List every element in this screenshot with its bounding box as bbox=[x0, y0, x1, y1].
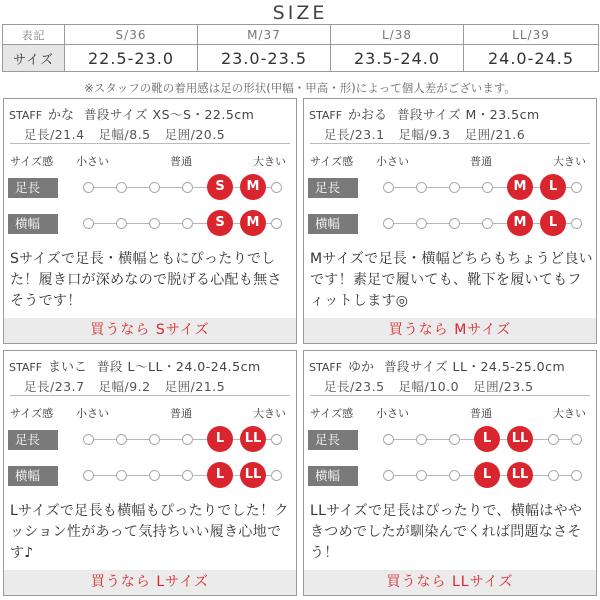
fit-scale-dot bbox=[149, 470, 160, 481]
fit-size-marker: LL bbox=[240, 462, 266, 488]
fit-size-marker: L bbox=[474, 462, 500, 488]
page-title: SIZE bbox=[272, 2, 328, 24]
fit-size-marker: M bbox=[240, 174, 266, 200]
scale-big-label: 大きい bbox=[553, 407, 586, 420]
size-value: 23.5-24.0 bbox=[331, 45, 464, 72]
foot-measurements bbox=[24, 377, 291, 395]
staff-label: STAFF bbox=[9, 361, 43, 374]
foot-length: 足長/23.5 bbox=[324, 379, 385, 394]
fit-scale-dot bbox=[482, 218, 493, 229]
staff-header bbox=[309, 104, 591, 123]
fit-scale-dot bbox=[548, 470, 559, 481]
staff-review-card bbox=[303, 350, 597, 596]
size-label-row bbox=[3, 25, 599, 45]
buy-recommendation: 買うなら LLサイズ bbox=[304, 570, 596, 595]
width-fit-tag: 横幅 bbox=[8, 466, 58, 486]
fit-scale-header bbox=[10, 403, 290, 419]
size-label: S/36 bbox=[65, 25, 198, 45]
fit-scale-dot bbox=[416, 182, 427, 193]
usual-size: 普段 L〜LL・24.0-24.5cm bbox=[97, 359, 261, 374]
fit-size-marker: L bbox=[540, 210, 566, 236]
staff-name: かな bbox=[48, 108, 75, 123]
fit-scale-dot bbox=[548, 434, 559, 445]
staff-label: STAFF bbox=[9, 109, 43, 122]
fit-scale-dot bbox=[271, 182, 282, 193]
size-label: LL/39 bbox=[464, 25, 599, 45]
staff-review-card bbox=[3, 350, 297, 596]
usual-size: 普段サイズ XS〜S・22.5cm bbox=[84, 107, 255, 122]
fit-size-marker: M bbox=[507, 210, 533, 236]
size-value: 23.0-23.5 bbox=[198, 45, 331, 72]
staff-review-card bbox=[303, 98, 597, 344]
fit-scale-dot bbox=[383, 218, 394, 229]
fit-size-marker: L bbox=[474, 426, 500, 452]
fit-size-marker: M bbox=[507, 174, 533, 200]
foot-measurements bbox=[324, 377, 591, 395]
staff-comment: LLサイズで足長はぴったりで、横幅はややきつめでしたが馴染んでくれば問題なさそう！ bbox=[310, 503, 583, 561]
length-fit-row bbox=[308, 175, 592, 201]
fit-size-marker: LL bbox=[507, 462, 533, 488]
width-fit-row bbox=[308, 211, 592, 237]
usual-size: 普段サイズ LL・24.5-25.0cm bbox=[384, 359, 566, 374]
scale-standard-label: 普通 bbox=[470, 407, 492, 420]
fit-scale-dot bbox=[116, 182, 127, 193]
fit-scale-dot bbox=[182, 218, 193, 229]
fit-scale-dot bbox=[271, 434, 282, 445]
fit-size-marker: LL bbox=[507, 426, 533, 452]
fit-scale-dot bbox=[383, 182, 394, 193]
divider bbox=[310, 143, 590, 144]
size-value-row bbox=[3, 45, 599, 72]
fit-scale-dot bbox=[149, 182, 160, 193]
fit-scale-dot bbox=[182, 182, 193, 193]
size-label: L/38 bbox=[331, 25, 464, 45]
foot-girth: 足囲/20.5 bbox=[164, 127, 226, 142]
fit-scale-label: サイズ感 bbox=[10, 155, 54, 168]
staff-header bbox=[9, 356, 291, 375]
foot-width: 足幅/8.5 bbox=[98, 127, 151, 142]
staff-name: まいこ bbox=[48, 360, 88, 375]
foot-length: 足長/23.1 bbox=[324, 127, 385, 142]
buy-recommendation: 買うなら Mサイズ bbox=[304, 318, 596, 343]
fit-size-marker: S bbox=[207, 210, 233, 236]
staff-header bbox=[309, 356, 591, 375]
scale-big-label: 大きい bbox=[253, 155, 286, 168]
width-fit-tag: 横幅 bbox=[8, 214, 58, 234]
fit-scale-dot bbox=[449, 182, 460, 193]
width-fit-row bbox=[8, 211, 292, 237]
scale-standard-label: 普通 bbox=[470, 155, 492, 168]
scale-small-label: 小さい bbox=[376, 155, 409, 168]
fit-scale-dot bbox=[116, 434, 127, 445]
fit-size-marker: L bbox=[540, 174, 566, 200]
staff-label: STAFF bbox=[309, 361, 343, 374]
fit-scale-label: サイズ感 bbox=[10, 407, 54, 420]
fit-scale-header bbox=[10, 151, 290, 167]
scale-big-label: 大きい bbox=[253, 407, 286, 420]
fit-scale-dot bbox=[571, 434, 582, 445]
divider bbox=[10, 395, 290, 396]
foot-length: 足長/23.7 bbox=[24, 379, 85, 394]
length-fit-row bbox=[308, 427, 592, 453]
fit-scale-dot bbox=[482, 182, 493, 193]
size-label: M/37 bbox=[198, 25, 331, 45]
fit-scale-dot bbox=[383, 470, 394, 481]
fit-scale-dot bbox=[83, 434, 94, 445]
fit-scale-dot bbox=[571, 470, 582, 481]
width-fit-tag: 横幅 bbox=[308, 466, 358, 486]
fit-scale-dot bbox=[149, 218, 160, 229]
fit-scale-dot bbox=[116, 470, 127, 481]
fit-scale-dot bbox=[416, 470, 427, 481]
fit-scale-label: サイズ感 bbox=[310, 155, 354, 168]
size-value: 24.0-24.5 bbox=[464, 45, 599, 72]
staff-name: かおる bbox=[348, 108, 388, 123]
foot-width: 足幅/9.3 bbox=[398, 127, 451, 142]
fit-scale-dot bbox=[383, 434, 394, 445]
usual-size: 普段サイズ M・23.5cm bbox=[397, 107, 540, 122]
fit-scale-dot bbox=[271, 218, 282, 229]
fit-scale-dot bbox=[182, 470, 193, 481]
length-fit-row bbox=[8, 175, 292, 201]
width-fit-tag: 横幅 bbox=[308, 214, 358, 234]
fit-scale-dot bbox=[83, 218, 94, 229]
staff-comment: Lサイズで足長も横幅もぴったりでした！クッション性があって気持ちいい履き心地です♪ bbox=[10, 503, 289, 561]
foot-girth: 足囲/21.6 bbox=[464, 127, 526, 142]
staff-header bbox=[9, 104, 291, 123]
size-value: 22.5-23.0 bbox=[65, 45, 198, 72]
buy-recommendation: 買うなら Sサイズ bbox=[4, 318, 296, 343]
fit-size-marker: LL bbox=[240, 426, 266, 452]
foot-girth: 足囲/21.5 bbox=[164, 379, 226, 394]
fit-scale-dot bbox=[416, 218, 427, 229]
fit-note: ※スタッフの靴の着用感は足の形状(甲幅・甲高・形)によって個人差がございます。 bbox=[84, 81, 516, 95]
staff-label: STAFF bbox=[309, 109, 343, 122]
foot-width: 足幅/10.0 bbox=[398, 379, 460, 394]
buy-recommendation: 買うなら Lサイズ bbox=[4, 570, 296, 595]
fit-scale-dot bbox=[83, 470, 94, 481]
fit-scale-dot bbox=[571, 182, 582, 193]
divider bbox=[10, 143, 290, 144]
width-fit-row bbox=[8, 463, 292, 489]
staff-name: ゆか bbox=[348, 360, 375, 375]
staff-comment: Mサイズで足長・横幅どちらもちょうど良いです！素足で履いても、靴下を履いてもフィットします◎ bbox=[310, 251, 593, 309]
fit-scale-header bbox=[310, 151, 590, 167]
fit-scale-dot bbox=[449, 218, 460, 229]
fit-scale-dot bbox=[116, 218, 127, 229]
length-fit-tag: 足長 bbox=[8, 430, 58, 450]
staff-comment: Sサイズで足長・横幅ともにぴったりでした！履き口が深めなので脱げる心配も無さそうです！ bbox=[10, 251, 282, 309]
fit-scale-label: サイズ感 bbox=[310, 407, 354, 420]
foot-length: 足長/21.4 bbox=[24, 127, 85, 142]
scale-standard-label: 普通 bbox=[170, 155, 192, 168]
fit-size-marker: S bbox=[207, 174, 233, 200]
label-header: 表記 bbox=[3, 25, 65, 45]
foot-girth: 足囲/23.5 bbox=[473, 379, 534, 394]
divider bbox=[310, 395, 590, 396]
length-fit-tag: 足長 bbox=[308, 430, 358, 450]
length-fit-tag: 足長 bbox=[308, 178, 358, 198]
fit-size-marker: M bbox=[240, 210, 266, 236]
fit-scale-dot bbox=[416, 434, 427, 445]
scale-standard-label: 普通 bbox=[170, 407, 192, 420]
scale-big-label: 大きい bbox=[553, 155, 586, 168]
width-fit-row bbox=[308, 463, 592, 489]
fit-scale-dot bbox=[449, 434, 460, 445]
scale-small-label: 小さい bbox=[376, 407, 409, 420]
staff-review-card bbox=[3, 98, 297, 344]
size-table bbox=[2, 24, 599, 72]
length-fit-row bbox=[8, 427, 292, 453]
length-fit-tag: 足長 bbox=[8, 178, 58, 198]
fit-scale-dot bbox=[83, 182, 94, 193]
fit-scale-dot bbox=[449, 470, 460, 481]
fit-scale-dot bbox=[182, 434, 193, 445]
foot-measurements bbox=[24, 125, 291, 143]
fit-scale-dot bbox=[271, 470, 282, 481]
fit-scale-dot bbox=[149, 434, 160, 445]
fit-size-marker: L bbox=[207, 426, 233, 452]
fit-scale-header bbox=[310, 403, 590, 419]
foot-measurements bbox=[324, 125, 591, 143]
fit-size-marker: L bbox=[207, 462, 233, 488]
scale-small-label: 小さい bbox=[76, 155, 109, 168]
size-header: サイズ bbox=[3, 45, 65, 72]
foot-width: 足幅/9.2 bbox=[98, 379, 151, 394]
fit-scale-dot bbox=[571, 218, 582, 229]
scale-small-label: 小さい bbox=[76, 407, 109, 420]
